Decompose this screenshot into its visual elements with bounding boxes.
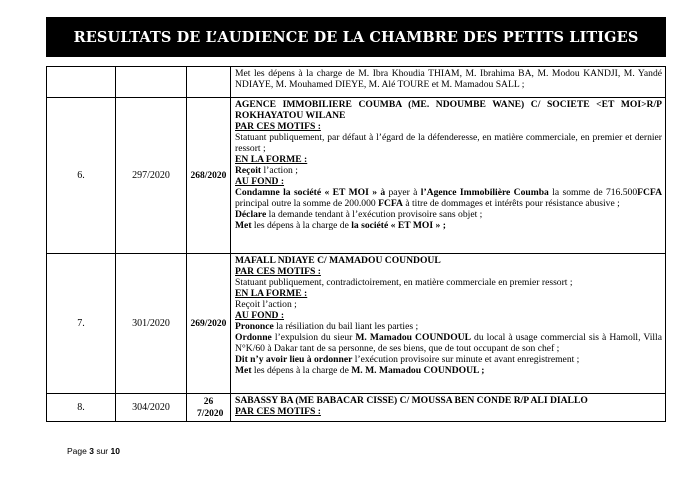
prononce-text: Prononce la résiliation du bail liant les parties ; <box>235 321 419 332</box>
page-footer <box>67 446 120 456</box>
condamne-text: Condamne la société « ET MOI » à payer à l’Agence Immobilière Coumba la somme de 716.500FCFA principal outre la somme de 200.000 FCFA à titre de dommages et intérêts pour résistance abusive ; <box>235 187 663 209</box>
case-parties: AGENCE IMMOBILIERE COUMBA (ME. NDOUMBE WANE) C/ SOCIETE <ET MOI>R/P ROKHAYATOU WILANE <box>235 99 662 121</box>
dit-text: Dit n’y avoir lieu à ordonner l’exécution provisoire sur minute et avant enregistrement ; <box>235 354 580 365</box>
recoit-text: Reçoit l’action ; <box>235 165 298 176</box>
page-title: RESULTATS DE L’AUDIENCE DE LA CHAMBRE DES PETITS LITIGES <box>73 28 639 46</box>
judgment-number: 269/2020 <box>187 254 231 394</box>
footer-sep: sur <box>93 446 111 456</box>
page-number: 3 <box>89 446 94 456</box>
table-row <box>47 394 666 422</box>
table-row <box>47 98 666 254</box>
footer-prefix: Page <box>67 446 90 456</box>
roll-number: 297/2020 <box>116 98 187 254</box>
roll-number <box>116 67 187 98</box>
met-text: Met les dépens à la charge de la société « ET MOI » ; <box>235 220 446 231</box>
judgment-number: 26 7/2020 <box>187 394 231 422</box>
row-number: 6. <box>47 98 116 254</box>
recoit-text: Reçoit l’action ; <box>235 299 297 310</box>
decision-cell <box>231 254 666 394</box>
forme-heading: EN LA FORME : <box>235 154 308 165</box>
decision-cell <box>231 394 666 422</box>
decision-cell <box>231 67 666 98</box>
judgment-number: 268/2020 <box>187 98 231 254</box>
roll-number: 304/2020 <box>116 394 187 422</box>
fond-heading: AU FOND : <box>235 310 285 321</box>
decision-cell <box>231 98 666 254</box>
row-number <box>47 67 116 98</box>
table-row <box>47 67 666 98</box>
declare-text: Déclare la demande tendant à l’exécution provisoire sans objet ; <box>235 209 483 220</box>
page-title-banner <box>46 17 666 57</box>
statuant-text: Statuant publiquement, contradictoirement, en matière commerciale en premier ressort ; <box>235 277 573 288</box>
table-row <box>47 254 666 394</box>
met-text: Met les dépens à la charge de M. M. Mamadou COUNDOUL ; <box>235 365 485 376</box>
statuant-text: Statuant publiquement, par défaut à l’égard de la défenderesse, en matière commerciale, en premier et dernier ressort ; <box>235 132 662 154</box>
case-parties: SABASSY BA (ME BABACAR CISSE) C/ MOUSSA BEN CONDE R/P ALI DIALLO <box>235 395 588 406</box>
fond-heading: AU FOND : <box>235 176 285 187</box>
case-parties: MAFALL NDIAYE C/ MAMADOU COUNDOUL <box>235 255 441 266</box>
ordonne-text: Ordonne l’expulsion du sieur M. Mamadou COUNDOUL du local à usage commercial sis à Hamoll, Villa N°K/60 à Dakar tant de sa personne, de ses biens, que de tout occupant de son chef ; <box>235 332 662 354</box>
row-number: 7. <box>47 254 116 394</box>
costs-text: Met les dépens à la charge de M. Ibra Khoudia THIAM, M. Ibrahima BA, M. Modou KANDJI, M. Yandé NDIAYE, M. Mouhamed DIEYE, M. Alé TOURE et M. Mamadou SALL ; <box>235 68 662 90</box>
page-total: 10 <box>110 446 120 456</box>
motifs-heading: PAR CES MOTIFS : <box>235 406 321 417</box>
results-table <box>46 66 666 422</box>
motifs-heading: PAR CES MOTIFS : <box>235 266 321 277</box>
forme-heading: EN LA FORME : <box>235 288 308 299</box>
roll-number: 301/2020 <box>116 254 187 394</box>
row-number: 8. <box>47 394 116 422</box>
judgment-number <box>187 67 231 98</box>
motifs-heading: PAR CES MOTIFS : <box>235 121 321 132</box>
